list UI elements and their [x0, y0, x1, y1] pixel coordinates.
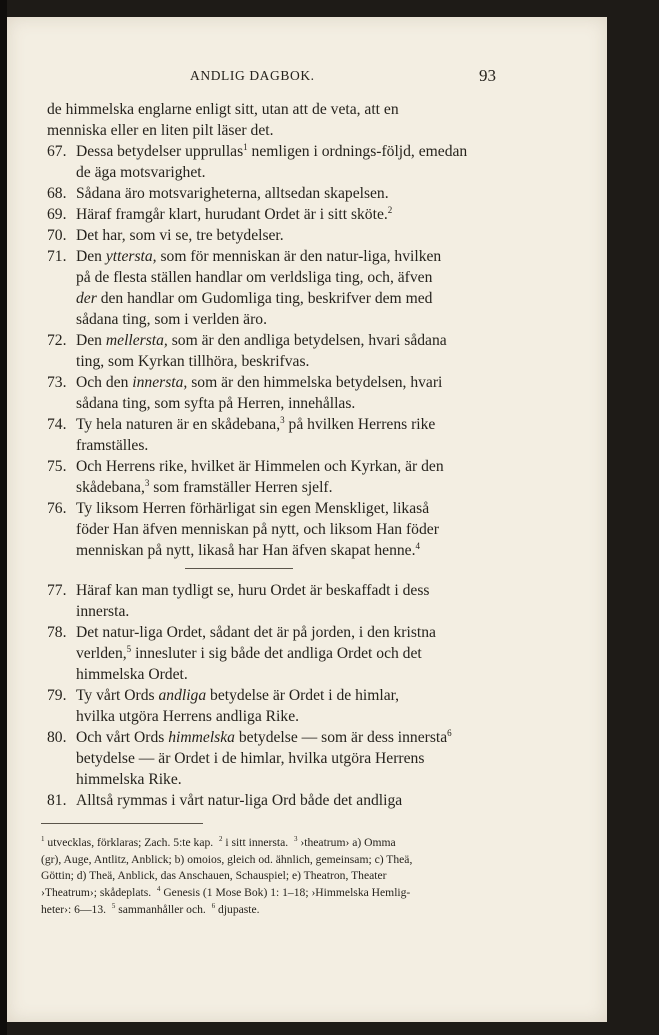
paragraph-81 — [47, 790, 502, 811]
paragraph-number: 67. — [47, 143, 67, 160]
footnote-line — [41, 835, 502, 852]
paragraph-69 — [47, 204, 502, 225]
footnote-line: (gr), Auge, Antlitz, Anblick; b) omoios, gleich od. ähnlich, gemeinsam; c) Theä, — [41, 852, 413, 866]
paragraph-text: Och den — [76, 374, 133, 391]
paragraph-text: hvilka utgöra Herrens andliga Rike. — [76, 708, 300, 725]
paragraph-70 — [47, 225, 502, 246]
paragraph-text: Och vårt Ords — [76, 729, 169, 746]
paragraph-text: ting, som Kyrkan tillhöra, beskrifvas. — [76, 353, 310, 370]
footnote-line — [41, 885, 502, 902]
footnote-text: ›theatrum› a) Omma — [300, 836, 396, 849]
paragraph-text: Dessa betydelser upprullas — [76, 143, 244, 160]
paragraph-72 — [47, 330, 502, 372]
paragraph-text: Den — [76, 332, 106, 349]
footnote-mark: 5 — [111, 901, 116, 910]
footnote-rule — [41, 823, 203, 824]
footnotes — [41, 835, 502, 919]
paragraph-number: 73. — [47, 374, 67, 391]
paragraph-text: himmelska Ordet. — [76, 666, 188, 683]
footnote-text: Genesis (1 Mose Bok) 1: 1–18; ›Himmelska Hemlig- — [163, 886, 411, 900]
paragraph-text: den handlar om Gudomliga ting, beskrifver dem med — [96, 290, 433, 307]
paragraph-text: som framställer Herren sjelf. — [149, 479, 333, 496]
paragraph-text: Sådana äro motsvarigheterna, alltsedan skapelsen. — [76, 185, 389, 202]
paragraph-74 — [47, 414, 502, 456]
paragraph-text: Ty liksom Herren förhärligat sin egen Menskliget, likaså — [76, 500, 430, 517]
paragraph-text: Det har, som vi se, tre betydelser. — [76, 227, 284, 244]
paragraph-number: 75. — [47, 458, 67, 475]
paragraph-text: betydelse — är Ordet i de himlar, hvilka utgöra Herrens — [76, 750, 425, 767]
emphasis: mellersta, — [105, 332, 168, 349]
paragraph-text: de äga motsvarighet. — [76, 164, 206, 181]
paragraph-number: 77. — [47, 582, 67, 599]
footnote-text: utvecklas, förklaras; Zach. 5:te kap. — [47, 836, 214, 849]
footnote-ref: 4 — [415, 540, 420, 551]
footnote-mark: 2 — [219, 835, 223, 844]
paragraph-71 — [47, 246, 502, 330]
paragraph-text: innesluter i sig både det andliga Ordet och det — [131, 645, 422, 662]
footnote-text: ›Theatrum›; skådeplats. — [41, 886, 152, 900]
footnote-ref: 6 — [447, 727, 452, 738]
paragraph-text: Den — [76, 248, 106, 265]
paragraph-78 — [47, 622, 502, 685]
lead-in-line: de himmelska englarne enligt sitt, utan att de veta, att en — [47, 101, 399, 118]
lead-in-line: menniska eller en liten pilt läser det. — [47, 122, 274, 139]
paragraph-number: 74. — [47, 416, 67, 433]
footnote-ref: 3 — [280, 414, 285, 425]
paragraph-text: himmelska Rike. — [76, 771, 182, 788]
footnote-line — [41, 902, 502, 919]
running-head: ANDLIG DAGBOK. — [190, 68, 315, 83]
paragraph-text: innersta. — [76, 603, 130, 620]
footnote-mark: 1 — [41, 835, 45, 844]
paragraph-text: på de flesta ställen handlar om verldsliga ting, och, äfven — [76, 269, 433, 286]
lead-in-paragraph — [47, 99, 502, 141]
paragraph-text: nemligen i ordnings-följd, emedan — [247, 143, 468, 160]
footnote-text: djupaste. — [218, 902, 260, 916]
paragraph-73 — [47, 372, 502, 414]
paragraph-text: Häraf kan man tydligt se, huru Ordet är beskaffadt i dess — [76, 582, 430, 599]
paragraph-text: Och Herrens rike, hvilket är Himmelen och Kyrkan, är den — [76, 458, 444, 475]
paragraph-number: 71. — [47, 248, 67, 265]
page-header — [7, 66, 607, 86]
footnote-ref: 3 — [144, 477, 150, 488]
paragraph-number: 76. — [47, 500, 67, 517]
paragraph-number: 72. — [47, 332, 67, 349]
paragraph-text: Häraf framgår klart, hurudant Ordet är i sitt sköte. — [76, 206, 388, 223]
paragraph-text: som för menniskan är den natur-liga, hvilken — [156, 248, 442, 265]
paragraph-77 — [47, 580, 502, 622]
paragraph-text: som är den himmelska betydelsen, hvari — [187, 374, 443, 391]
footnote-mark: 3 — [294, 835, 298, 844]
paragraph-text: framställes. — [76, 437, 149, 454]
emphasis: andliga — [158, 687, 207, 704]
section-divider — [185, 568, 293, 569]
paragraph-79 — [47, 685, 502, 727]
emphasis: himmelska — [168, 729, 235, 746]
footnote-ref: 1 — [243, 141, 248, 152]
paragraph-text: Ty hela naturen är en skådebana, — [76, 416, 281, 433]
paragraph-76 — [47, 498, 502, 561]
paragraph-67 — [47, 141, 502, 183]
footnote-ref: 5 — [126, 643, 132, 654]
paragraph-text: föder Han äfven menniskan på nytt, och liksom Han föder — [76, 521, 439, 538]
footnote-ref: 2 — [387, 204, 393, 215]
paragraph-text: sådana ting, som i verlden äro. — [76, 311, 267, 328]
paragraph-text: Det natur-liga Ordet, sådant det är på jorden, i den kristna — [76, 624, 436, 641]
footnote-mark: 6 — [211, 901, 216, 910]
emphasis: yttersta, — [105, 248, 157, 265]
paragraph-number: 68. — [47, 185, 67, 202]
book-page — [7, 17, 607, 1022]
emphasis: innersta, — [132, 374, 188, 391]
emphasis: der — [76, 290, 97, 307]
paragraph-text: sådana ting, som syfta på Herren, innehållas. — [76, 395, 356, 412]
paragraph-text: menniskan på nytt, likaså har Han äfven skapat henne. — [76, 542, 416, 559]
paragraph-number: 79. — [47, 687, 67, 704]
paragraph-number: 81. — [47, 792, 67, 809]
paragraph-number: 78. — [47, 624, 67, 641]
footnote-line: Göttin; d) Theä, Anblick, das Anschauen, Schauspiel; e) Theatron, Theater — [41, 869, 387, 883]
footnote-text: i sitt innersta. — [225, 836, 289, 849]
paragraph-number: 69. — [47, 206, 67, 223]
paragraph-text: verlden, — [76, 645, 127, 662]
paragraph-68 — [47, 183, 502, 204]
paragraph-text: skådebana, — [76, 479, 145, 496]
footnote-mark: 4 — [156, 885, 161, 894]
footnote-text: heter›: 6—13. — [41, 902, 107, 916]
paragraph-75 — [47, 456, 502, 498]
footnote-text: sammanhåller och. — [118, 902, 206, 916]
page-number: 93 — [479, 66, 496, 85]
paragraph-text: som är den andliga betydelsen, hvari sådana — [167, 332, 447, 349]
paragraph-number: 70. — [47, 227, 67, 244]
paragraph-text: Alltså rymmas i vårt natur-liga Ord både det andliga — [76, 792, 403, 809]
paragraph-text: betydelse — som är dess innersta — [234, 729, 448, 746]
scan-left-edge — [0, 0, 7, 1035]
paragraph-text: på hvilken Herrens rike — [284, 416, 436, 433]
paragraph-text: Ty vårt Ords — [76, 687, 159, 704]
paragraph-80 — [47, 727, 502, 790]
paragraph-text: betydelse är Ordet i de himlar, — [206, 687, 400, 704]
paragraph-number: 80. — [47, 729, 67, 746]
